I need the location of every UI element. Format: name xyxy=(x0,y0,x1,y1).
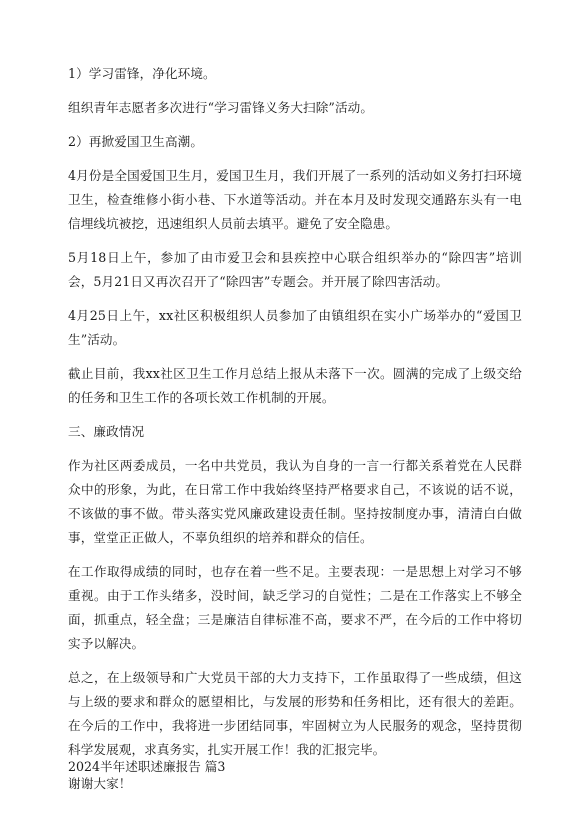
paragraph: 组织青年志愿者多次进行“学习雷锋义务大扫除”活动。 xyxy=(68,100,374,115)
paragraph: 5月18日上午，参加了由市爱卫会和县疾控中心联合组织举办的“除四害”培训会，5月21日又再次召开了“除四害”专题会。并开展了除四害活动。 xyxy=(68,250,522,289)
paragraph: 4月25日上午，xx社区积极组织人员参加了由镇组织在实小广场举办的“爱国卫生”活动。 xyxy=(68,308,522,347)
paragraph: 作为社区两委成员，一名中共党员，我认为自身的一言一行都关系着党在人民群众中的形象，为此，在日常工作中我始终坚持严格要求自己，不该说的话不说，不该做的事不做。带头落实党风廉政建设责任制。坚持按制度办事，清清白白做事，堂堂正正做人，不辜负组织的培养和群众的信任。 xyxy=(68,458,522,545)
paragraph: 4月份是全国爱国卫生月，爱国卫生月，我们开展了一系列的活动如义务打扫环境卫生，检查维修小街小巷、下水道等活动。并在本月及时发现交通路东头有一电信埋线坑被挖，迅速组织人员前去填平。避免了安全隐患。 xyxy=(68,168,522,231)
list-item-heading: 2）再掀爱国卫生高潮。 xyxy=(68,134,204,149)
next-section-title: 2024半年述职述廉报告 篇3 xyxy=(68,759,226,774)
paragraph: 总之，在上级领导和广大党员干部的大力支持下，工作虽取得了一些成绩，但这与上级的要求和群众的愿望相比，与发展的形势和任务相比，还有很大的差距。在今后的工作中，我将进一步团结同事，牢固树立为人民服务的观念，坚持贯彻科学发展观，求真务实，扎实开展工作！我的汇报完毕。 xyxy=(68,670,522,757)
paragraph: 截止目前，我xx社区卫生工作月总结上报从未落下一次。圆满的完成了上级交给的任务和卫生工作的各项长效工作机制的开展。 xyxy=(68,366,522,405)
list-item-heading: 1）学习雷锋，净化环境。 xyxy=(68,66,216,81)
section-heading: 三、廉政情况 xyxy=(68,424,145,439)
paragraph: 在工作取得成绩的同时，也存在着一些不足。主要表现：一是思想上对学习不够重视。由于工作头绪多，没时间，缺乏学习的自觉性；二是在工作落实上不够全面，抓重点，轻全盘；三是廉洁自律标准不高，要求不严，在今后的工作中将切实予以解决。 xyxy=(68,564,522,651)
closing-line: 谢谢大家！ xyxy=(68,776,132,791)
